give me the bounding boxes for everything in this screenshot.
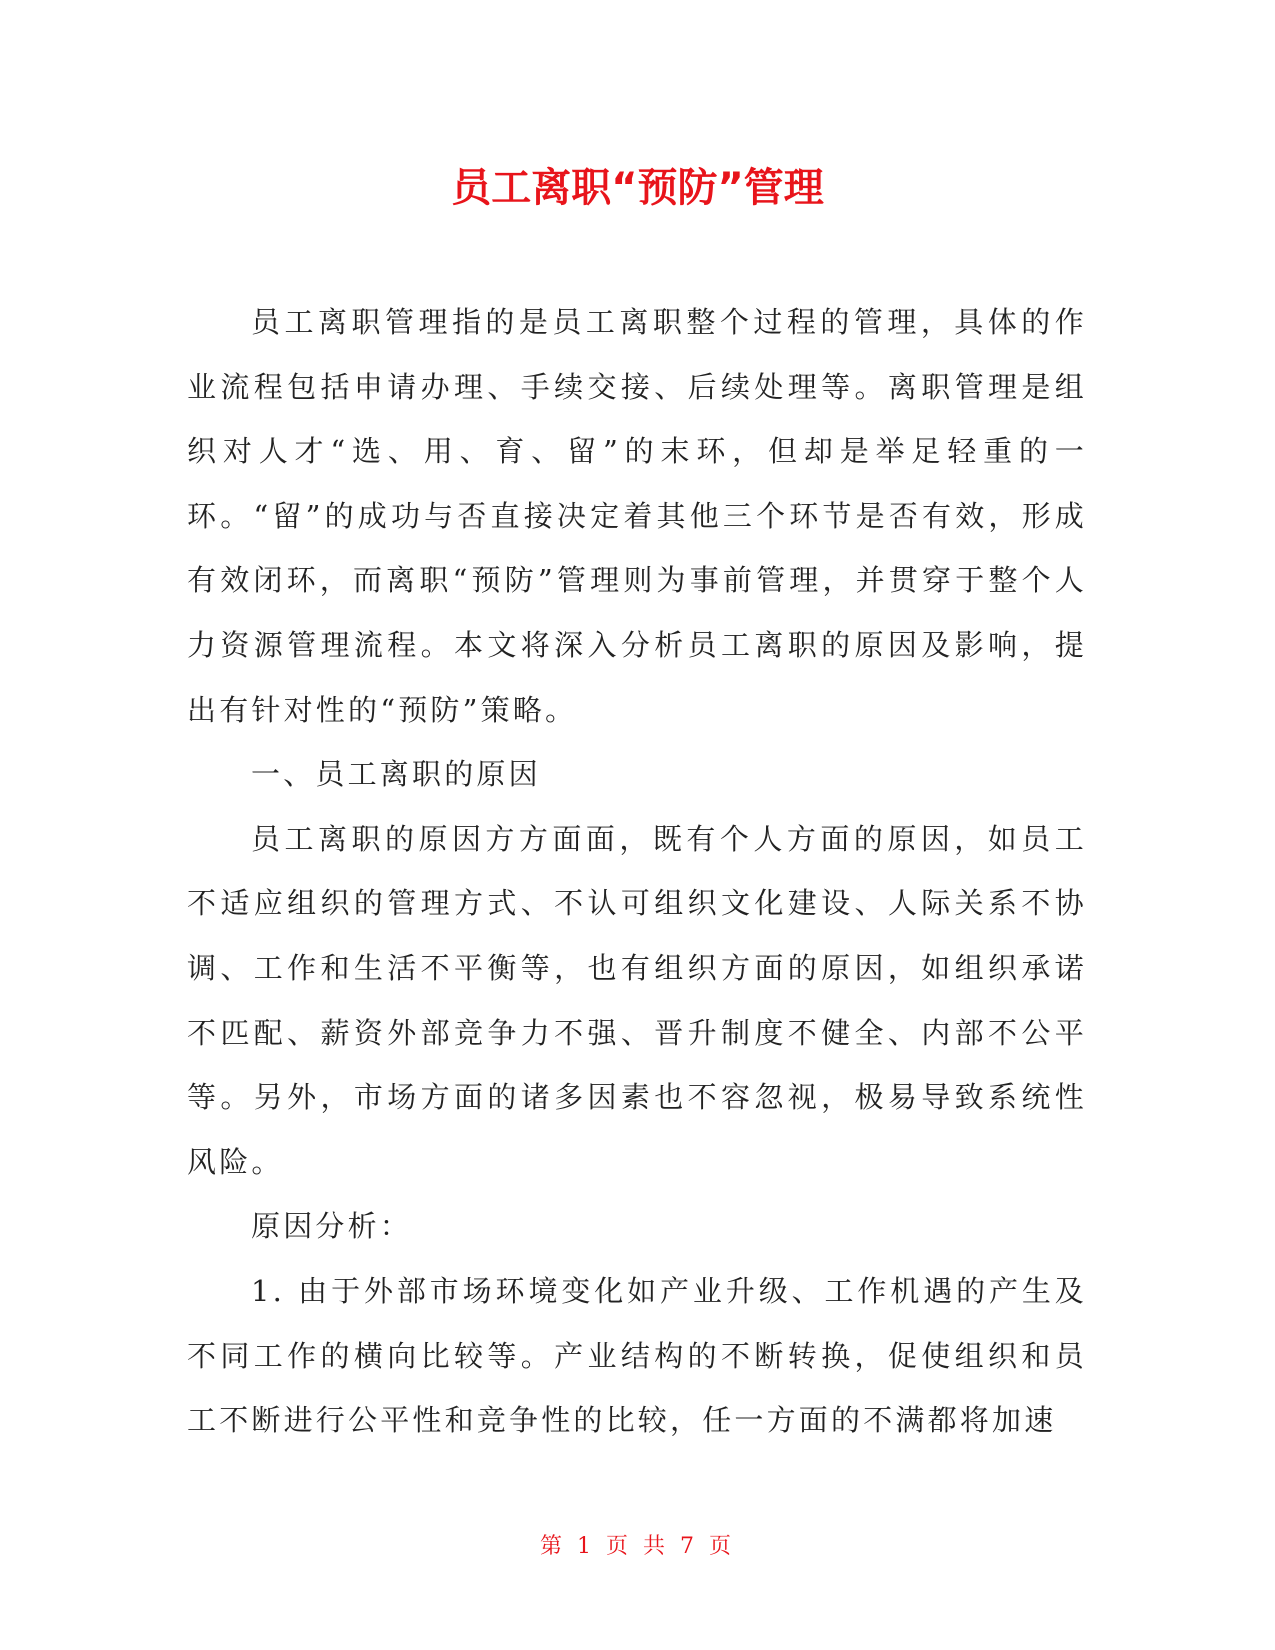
document-title: 员工离职“预防”管理 xyxy=(451,165,824,211)
document-body xyxy=(187,290,1087,1453)
section-heading-1: 一、员工离职的原因 xyxy=(251,757,541,792)
reasons-paragraph: 员工离职的原因方方面面，既有个人方面的原因，如员工不适应组织的管理方式、不认可组织文化建设、人际关系不协调、工作和生活不平衡等，也有组织方面的原因，如组织承诺不匹配、薪资外部竞争力不强、晋升制度不健全、内部不公平等。另外，市场方面的诸多因素也不容忽视，极易导致系统性风险。 xyxy=(187,821,1087,1179)
analysis-label: 原因分析： xyxy=(251,1209,413,1244)
page-footer: 第 1 页 共 7 页 xyxy=(540,1534,735,1559)
intro-paragraph: 员工离职管理指的是员工离职整个过程的管理，具体的作业流程包括申请办理、手续交接、后续处理等。离职管理是组织对人才“选、用、育、留”的末环，但却是举足轻重的一环。“留”的成功与否直接决定着其他三个环节是否有效，形成有效闭环，而离职“预防”管理则为事前管理，并贯穿于整个人力资源管理流程。本文将深入分析员工离职的原因及影响，提出有针对性的“预防”策略。 xyxy=(187,305,1087,727)
analysis-item-1: 1. 由于外部市场环境变化如产业升级、工作机遇的产生及不同工作的横向比较等。产业结构的不断转换，促使组织和员工不断进行公平性和竞争性的比较，任一方面的不满都将加速 xyxy=(187,1273,1087,1438)
